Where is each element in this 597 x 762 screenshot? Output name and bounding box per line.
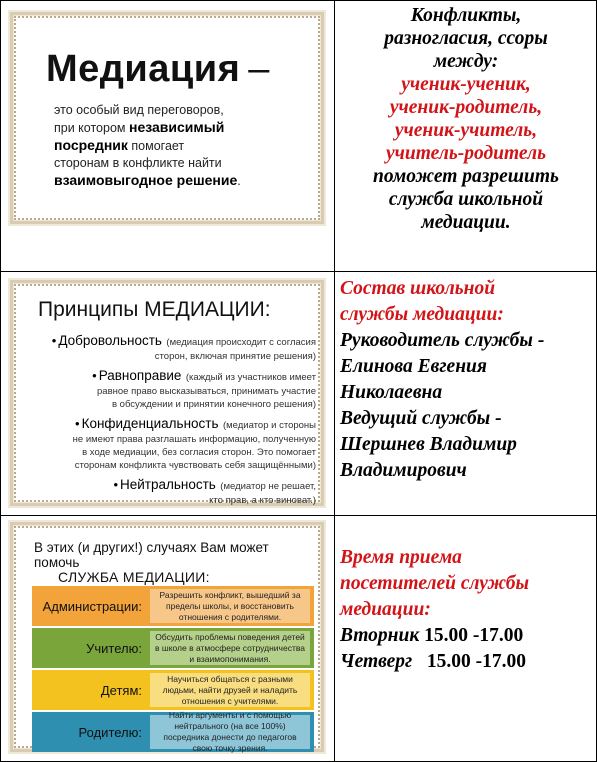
principle-desc: кто прав, а кто виноват.): [209, 495, 316, 506]
definition-dot: .: [237, 174, 241, 188]
mediation-definition-card: [14, 16, 320, 220]
weekday: Вторник: [340, 625, 420, 646]
principle-item: [42, 332, 316, 363]
text-line: разногласия, ссоры: [384, 28, 548, 49]
help-row: [32, 586, 314, 626]
conflict-pair: ученик-родитель,: [389, 97, 543, 118]
text-line: Конфликты,: [410, 5, 522, 26]
principle-name: Добровольность: [58, 333, 162, 348]
definition-text: [54, 102, 304, 190]
staff-heading: службы медиации:: [340, 304, 504, 325]
help-row-desc: Разрешить конфликт, вышедший за пределы школы, и восстановить отношения с родителями.: [150, 589, 310, 623]
help-row: [32, 712, 314, 752]
hours-heading: медиации:: [340, 599, 431, 620]
help-table: [32, 586, 314, 754]
principle-desc: не имеют права разглашать информацию, полученную: [72, 434, 316, 445]
help-row: [32, 670, 314, 710]
principle-item: [42, 367, 316, 411]
text-line: поможет разрешить: [373, 166, 559, 187]
hours-heading: посетителей службы: [340, 573, 530, 594]
definition-line: помогает: [131, 139, 185, 153]
conflict-pair: ученик-учитель,: [394, 120, 538, 141]
bullet-icon: •: [51, 333, 57, 348]
mediation-heading: Медиация: [46, 48, 241, 90]
principle-desc: (каждый из участников имеет: [185, 372, 316, 383]
conflict-pair: ученик-ученик,: [401, 74, 531, 95]
text-line: Ведущий службы -: [340, 408, 502, 429]
conflicts-text: [335, 4, 597, 234]
text-line: служба школьной: [388, 189, 544, 210]
definition-line: сторонам в конфликте найти: [54, 156, 222, 170]
table-border-left: [0, 0, 1, 762]
help-row-label: Администрации:: [42, 598, 142, 614]
title-dash: –: [248, 48, 270, 90]
hours-row: [340, 649, 596, 675]
principle-desc: (медиатор не решает,: [220, 481, 316, 492]
table-row-divider: [0, 515, 597, 516]
principle-item: [42, 415, 316, 472]
help-heading-line: В этих (и других!) случаях Вам может помочь: [34, 540, 269, 570]
principles-title: Принципы МЕДИАЦИИ:: [38, 298, 271, 321]
principle-name: Равноправие: [98, 368, 182, 383]
card-title: [46, 48, 270, 91]
principle-desc: сторон, включая принятие решения): [154, 351, 316, 362]
help-row-label: Родителю:: [78, 724, 142, 740]
help-heading-sub: СЛУЖБА МЕДИАЦИИ:: [58, 569, 210, 585]
definition-bold: посредник: [54, 137, 128, 153]
bullet-icon: •: [92, 368, 97, 383]
principle-name: Нейтральность: [120, 477, 216, 492]
principle-item: [42, 476, 316, 507]
text-line: Владимирович: [340, 460, 467, 481]
bullet-icon: •: [75, 416, 80, 431]
text-line: Николаевна: [340, 382, 443, 403]
text-line: Елинова Евгения: [340, 356, 487, 377]
principle-desc: равное право высказываться, принимать участие: [97, 386, 316, 397]
principle-desc: (медиация происходит с согласия: [166, 337, 316, 348]
weekday: Четверг: [340, 651, 413, 672]
principles-card: [14, 284, 320, 506]
definition-bold: независимый: [128, 119, 225, 135]
hours-value: 15.00 -17.00: [426, 651, 526, 672]
conflict-pair: учитель-родитель: [386, 143, 546, 164]
staff-heading: Состав школьной: [340, 278, 496, 299]
table-border-top: [0, 0, 597, 1]
help-row-desc: Найти аргументы и с помощью нейтрального (на все 100%) посредника донести до педагогов свою точку зрения.: [150, 715, 310, 749]
principle-desc: в ходе медиации, без согласия сторон. Это помогает: [82, 447, 316, 458]
text-line: между:: [433, 51, 499, 72]
bullet-icon: •: [113, 477, 118, 492]
principle-desc: сторонам конфликта чувствовать себя защищёнными): [74, 460, 316, 471]
help-row-desc: Обсудить проблемы поведения детей в школе в атмосфере сотрудничества и взаимопонимания.: [150, 631, 310, 665]
hours-value: 15.00 -17.00: [424, 625, 524, 646]
text-line: медиации.: [421, 212, 511, 233]
table-row-divider: [0, 271, 597, 272]
reception-hours-text: [340, 545, 596, 675]
definition-line: при котором: [54, 121, 126, 135]
principle-name: Конфиденциальность: [81, 416, 219, 431]
help-row-label: Детям:: [100, 682, 142, 698]
text-line: Руководитель службы -: [340, 330, 545, 351]
principle-desc: (медиатор и стороны: [222, 420, 316, 431]
principle-desc: в обсуждении и принятии конечного решения): [111, 399, 316, 410]
definition-bold: взаимовыгодное решение: [54, 172, 238, 188]
help-cases-card: [14, 526, 320, 753]
principles-list: [42, 332, 316, 511]
help-heading: [34, 540, 314, 585]
hours-heading: Время приема: [340, 547, 462, 568]
help-row-desc: Научиться общаться с разными людьми, найти друзей и наладить отношения с учителями.: [150, 673, 310, 707]
service-staff-text: [340, 276, 596, 484]
help-row-label: Учителю:: [86, 640, 142, 656]
definition-line: это особый вид переговоров,: [54, 103, 224, 117]
text-line: Шершнев Владимир: [340, 434, 517, 455]
help-row: [32, 628, 314, 668]
hours-row: [340, 623, 596, 649]
